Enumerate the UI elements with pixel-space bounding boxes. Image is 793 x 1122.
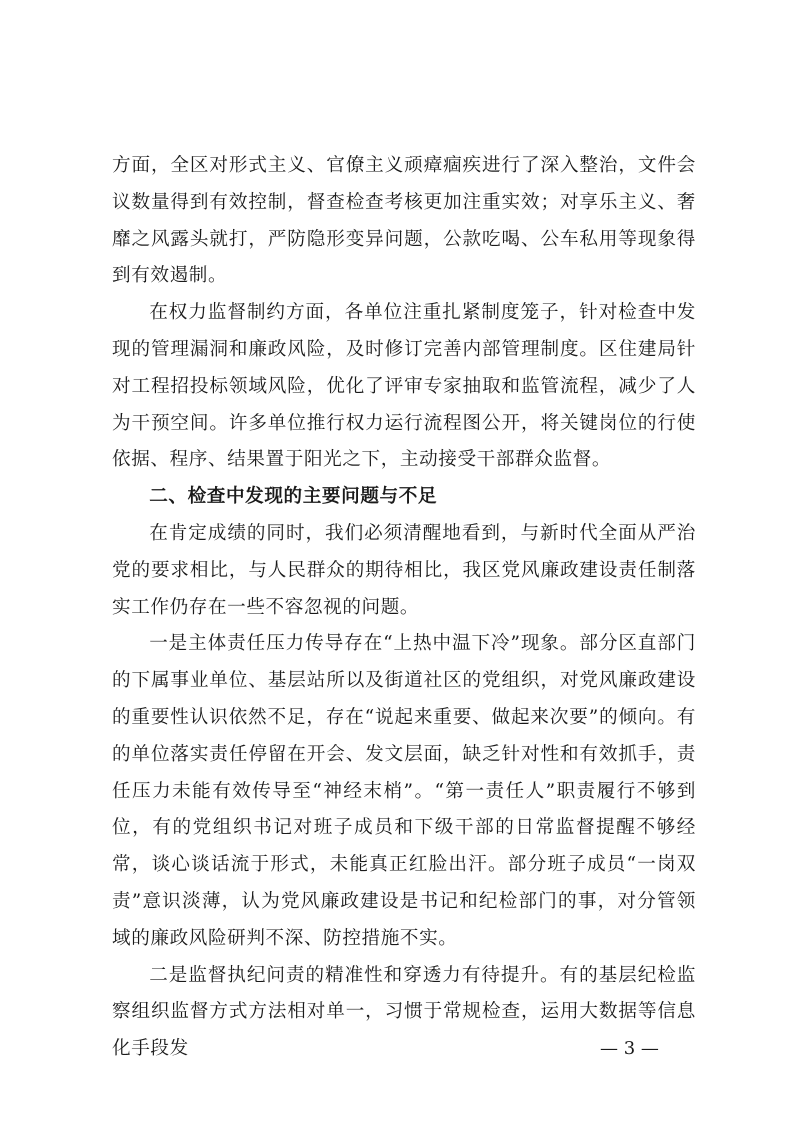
paragraph-intro-problems: 在肯定成绩的同时，我们必须清醒地看到，与新时代全面从严治党的要求相比，与人民群众的期待相比，我区党风廉政建设责任制落实工作仍存在一些不容忽视的问题。 <box>112 522 696 618</box>
paragraph-continued: 方面，全区对形式主义、官僚主义顽瘴痼疾进行了深入整治，文件会议数量得到有效控制，督查检查考核更加注重实效；对享乐主义、奢靡之风露头就打，严防隐形变异问题，公款吃喝、公车私用等现象得到有效遏制。 <box>112 155 696 287</box>
paragraph-power-supervision: 在权力监督制约方面，各单位注重扎紧制度笼子，针对检查中发现的管理漏洞和廉政风险，及时修订完善内部管理制度。区住建局针对工程招投标领域风险，优化了评审专家抽取和监管流程，减少了人为干预空间。许多单位推行权力运行流程图公开，将关键岗位的行使依据、程序、结果置于阳光之下，主动接受干部群众监督。 <box>112 302 696 471</box>
paragraph-problem-one: 一是主体责任压力传导存在“上热中温下冷”现象。部分区直部门的下属事业单位、基层站所以及街道社区的党组织，对党风廉政建设的重要性认识依然不足，存在“说起来重要、做起来次要”的倾向。有的单位落实责任停留在开会、发文层面，缺乏针对性和有效抓手，责任压力未能有效传导至“神经末梢”。“第一责任人”职责履行不够到位，有的党组织书记对班子成员和下级干部的日常监督提醒不够经常，谈心谈话流于形式，未能真正红脸出汗。部分班子成员“一岗双责”意识淡薄，认为党风廉政建设是书记和纪检部门的事，对分管领域的廉政风险研判不深、防控措施不实。 <box>112 633 696 949</box>
section-heading: 二、检查中发现的主要问题与不足 <box>149 486 438 508</box>
paragraph-problem-two: 二是监督执纪问责的精准性和穿透力有待提升。有的基层纪检监察组织监督方式方法相对单一，习惯于常规检查，运用大数据等信息化手段发 <box>112 964 696 1060</box>
page-number: — 3 — <box>600 1038 659 1059</box>
document-body <box>112 148 696 1068</box>
